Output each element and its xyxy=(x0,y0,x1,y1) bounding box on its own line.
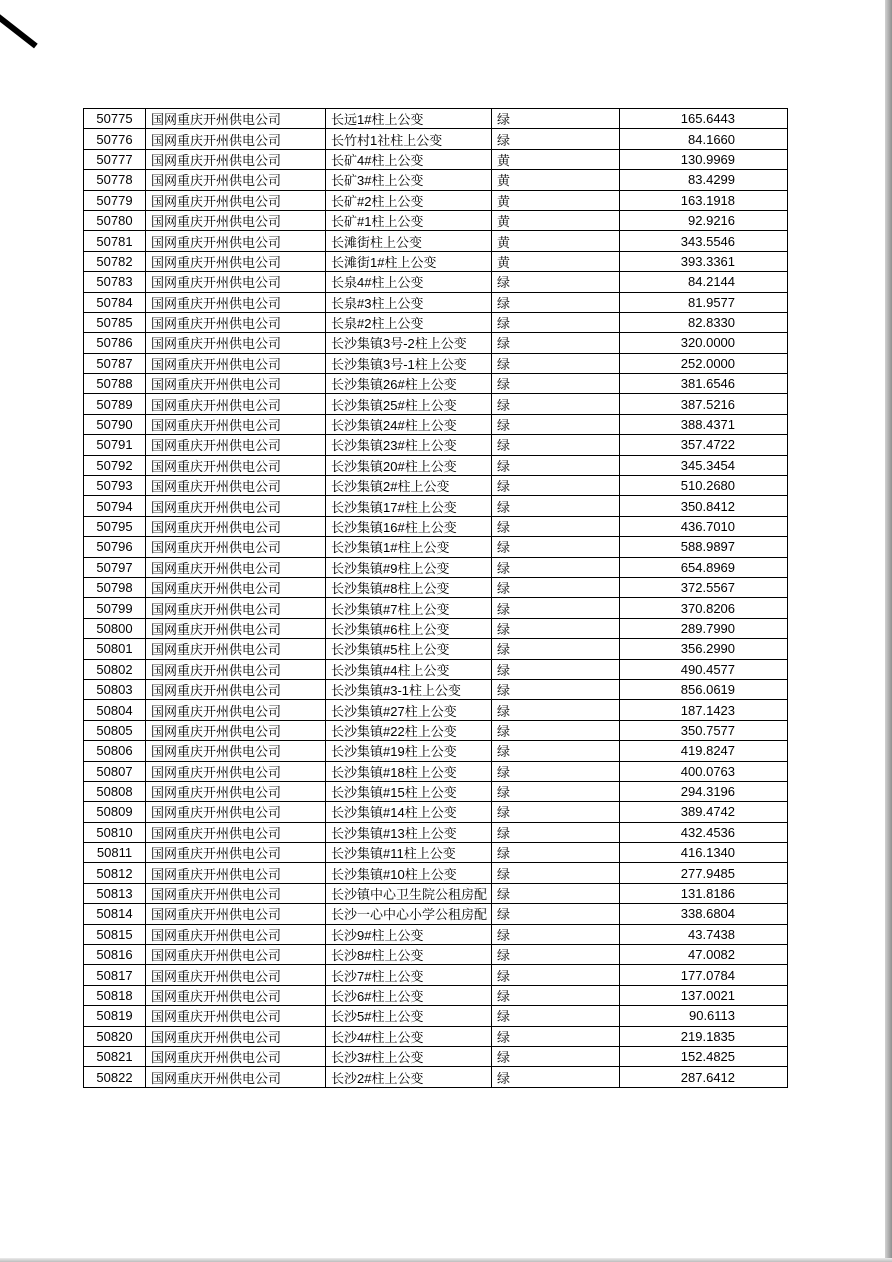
cell-name: 长沙集镇#18柱上公变 xyxy=(326,761,492,781)
cell-status: 绿 xyxy=(492,577,620,597)
table-row xyxy=(84,741,788,761)
cell-value: 350.7577 xyxy=(620,720,788,740)
table-row xyxy=(84,577,788,597)
cell-value: 432.4536 xyxy=(620,822,788,842)
cell-status: 黄 xyxy=(492,190,620,210)
cell-status: 绿 xyxy=(492,639,620,659)
cell-company: 国网重庆开州供电公司 xyxy=(146,170,326,190)
cell-status: 绿 xyxy=(492,292,620,312)
cell-company: 国网重庆开州供电公司 xyxy=(146,924,326,944)
cell-id: 50804 xyxy=(84,700,146,720)
cell-value: 82.8330 xyxy=(620,312,788,332)
cell-company: 国网重庆开州供电公司 xyxy=(146,761,326,781)
cell-value: 320.0000 xyxy=(620,333,788,353)
cell-id: 50799 xyxy=(84,598,146,618)
cell-value: 187.1423 xyxy=(620,700,788,720)
cell-value: 400.0763 xyxy=(620,761,788,781)
cell-id: 50779 xyxy=(84,190,146,210)
cell-status: 黄 xyxy=(492,231,620,251)
cell-id: 50786 xyxy=(84,333,146,353)
cell-company: 国网重庆开州供电公司 xyxy=(146,312,326,332)
table-row xyxy=(84,965,788,985)
cell-id: 50782 xyxy=(84,251,146,271)
cell-company: 国网重庆开州供电公司 xyxy=(146,414,326,434)
table-row xyxy=(84,231,788,251)
cell-name: 长沙4#柱上公变 xyxy=(326,1026,492,1046)
cell-name: 长沙集镇#10柱上公变 xyxy=(326,863,492,883)
cell-id: 50791 xyxy=(84,435,146,455)
table-row xyxy=(84,1067,788,1087)
cell-name: 长沙集镇#27柱上公变 xyxy=(326,700,492,720)
cell-name: 长沙集镇#9柱上公变 xyxy=(326,557,492,577)
cell-value: 90.6113 xyxy=(620,1006,788,1026)
cell-status: 黄 xyxy=(492,149,620,169)
cell-status: 绿 xyxy=(492,1006,620,1026)
table-row xyxy=(84,1046,788,1066)
cell-id: 50778 xyxy=(84,170,146,190)
cell-name: 长滩街柱上公变 xyxy=(326,231,492,251)
cell-company: 国网重庆开州供电公司 xyxy=(146,557,326,577)
cell-value: 252.0000 xyxy=(620,353,788,373)
cell-company: 国网重庆开州供电公司 xyxy=(146,639,326,659)
cell-company: 国网重庆开州供电公司 xyxy=(146,1006,326,1026)
cell-id: 50797 xyxy=(84,557,146,577)
cell-status: 绿 xyxy=(492,476,620,496)
cell-id: 50813 xyxy=(84,883,146,903)
table-row xyxy=(84,251,788,271)
cell-value: 345.3454 xyxy=(620,455,788,475)
cell-name: 长矿4#柱上公变 xyxy=(326,149,492,169)
cell-name: 长矿#2柱上公变 xyxy=(326,190,492,210)
cell-value: 137.0021 xyxy=(620,985,788,1005)
cell-id: 50796 xyxy=(84,537,146,557)
cell-name: 长沙6#柱上公变 xyxy=(326,985,492,1005)
cell-value: 372.5567 xyxy=(620,577,788,597)
cell-company: 国网重庆开州供电公司 xyxy=(146,251,326,271)
cell-id: 50789 xyxy=(84,394,146,414)
cell-value: 43.7438 xyxy=(620,924,788,944)
cell-status: 绿 xyxy=(492,904,620,924)
cell-name: 长沙集镇2#柱上公变 xyxy=(326,476,492,496)
cell-value: 393.3361 xyxy=(620,251,788,271)
cell-name: 长沙集镇25#柱上公变 xyxy=(326,394,492,414)
table-row xyxy=(84,985,788,1005)
cell-status: 绿 xyxy=(492,965,620,985)
cell-value: 510.2680 xyxy=(620,476,788,496)
cell-value: 389.4742 xyxy=(620,802,788,822)
cell-company: 国网重庆开州供电公司 xyxy=(146,720,326,740)
cell-name: 长沙集镇1#柱上公变 xyxy=(326,537,492,557)
table-row xyxy=(84,414,788,434)
cell-status: 黄 xyxy=(492,210,620,230)
cell-id: 50803 xyxy=(84,679,146,699)
cell-id: 50815 xyxy=(84,924,146,944)
cell-name: 长沙集镇#3-1柱上公变 xyxy=(326,679,492,699)
cell-name: 长沙3#柱上公变 xyxy=(326,1046,492,1066)
cell-id: 50794 xyxy=(84,496,146,516)
cell-value: 357.4722 xyxy=(620,435,788,455)
table-row xyxy=(84,720,788,740)
cell-name: 长沙集镇#4柱上公变 xyxy=(326,659,492,679)
cell-company: 国网重庆开州供电公司 xyxy=(146,394,326,414)
page-edge-shadow-right xyxy=(885,0,892,1262)
cell-name: 长矿#1柱上公变 xyxy=(326,210,492,230)
cell-status: 绿 xyxy=(492,1067,620,1087)
cell-name: 长矿3#柱上公变 xyxy=(326,170,492,190)
table-row xyxy=(84,435,788,455)
cell-id: 50801 xyxy=(84,639,146,659)
cell-value: 416.1340 xyxy=(620,843,788,863)
cell-name: 长沙集镇3号-2柱上公变 xyxy=(326,333,492,353)
table-row xyxy=(84,781,788,801)
cell-status: 绿 xyxy=(492,129,620,149)
cell-name: 长沙7#柱上公变 xyxy=(326,965,492,985)
cell-status: 绿 xyxy=(492,700,620,720)
cell-value: 350.8412 xyxy=(620,496,788,516)
table-row xyxy=(84,455,788,475)
cell-company: 国网重庆开州供电公司 xyxy=(146,1026,326,1046)
cell-name: 长沙集镇#22柱上公变 xyxy=(326,720,492,740)
table-row xyxy=(84,1026,788,1046)
table-row xyxy=(84,353,788,373)
table-row xyxy=(84,843,788,863)
cell-value: 92.9216 xyxy=(620,210,788,230)
cell-value: 370.8206 xyxy=(620,598,788,618)
table-row xyxy=(84,272,788,292)
table-row xyxy=(84,109,788,129)
cell-status: 绿 xyxy=(492,761,620,781)
cell-status: 绿 xyxy=(492,272,620,292)
table-row xyxy=(84,537,788,557)
cell-status: 绿 xyxy=(492,883,620,903)
cell-value: 338.6804 xyxy=(620,904,788,924)
cell-id: 50822 xyxy=(84,1067,146,1087)
cell-value: 419.8247 xyxy=(620,741,788,761)
data-table xyxy=(83,108,788,1088)
table-row xyxy=(84,659,788,679)
cell-status: 绿 xyxy=(492,353,620,373)
cell-id: 50802 xyxy=(84,659,146,679)
cell-value: 436.7010 xyxy=(620,516,788,536)
table-row xyxy=(84,210,788,230)
cell-value: 47.0082 xyxy=(620,945,788,965)
cell-id: 50811 xyxy=(84,843,146,863)
cell-status: 绿 xyxy=(492,985,620,1005)
table-row xyxy=(84,598,788,618)
cell-name: 长泉4#柱上公变 xyxy=(326,272,492,292)
cell-status: 绿 xyxy=(492,537,620,557)
cell-status: 绿 xyxy=(492,557,620,577)
table-row xyxy=(84,1006,788,1026)
cell-value: 490.4577 xyxy=(620,659,788,679)
table-row xyxy=(84,679,788,699)
cell-status: 绿 xyxy=(492,843,620,863)
cell-status: 绿 xyxy=(492,516,620,536)
cell-id: 50819 xyxy=(84,1006,146,1026)
table-row xyxy=(84,761,788,781)
cell-name: 长沙8#柱上公变 xyxy=(326,945,492,965)
cell-status: 绿 xyxy=(492,822,620,842)
cell-company: 国网重庆开州供电公司 xyxy=(146,149,326,169)
table-row xyxy=(84,394,788,414)
cell-value: 289.7990 xyxy=(620,618,788,638)
cell-value: 83.4299 xyxy=(620,170,788,190)
cell-company: 国网重庆开州供电公司 xyxy=(146,781,326,801)
cell-name: 长沙集镇20#柱上公变 xyxy=(326,455,492,475)
cell-id: 50805 xyxy=(84,720,146,740)
cell-id: 50787 xyxy=(84,353,146,373)
cell-status: 绿 xyxy=(492,333,620,353)
cell-value: 343.5546 xyxy=(620,231,788,251)
cell-value: 388.4371 xyxy=(620,414,788,434)
cell-id: 50783 xyxy=(84,272,146,292)
cell-name: 长竹村1社柱上公变 xyxy=(326,129,492,149)
table-row xyxy=(84,883,788,903)
cell-value: 130.9969 xyxy=(620,149,788,169)
cell-company: 国网重庆开州供电公司 xyxy=(146,1067,326,1087)
cell-company: 国网重庆开州供电公司 xyxy=(146,679,326,699)
cell-status: 黄 xyxy=(492,251,620,271)
cell-company: 国网重庆开州供电公司 xyxy=(146,455,326,475)
cell-value: 152.4825 xyxy=(620,1046,788,1066)
table-row xyxy=(84,924,788,944)
cell-name: 长沙集镇#7柱上公变 xyxy=(326,598,492,618)
cell-value: 588.9897 xyxy=(620,537,788,557)
cell-id: 50816 xyxy=(84,945,146,965)
table-row xyxy=(84,312,788,332)
cell-company: 国网重庆开州供电公司 xyxy=(146,496,326,516)
cell-name: 长沙集镇23#柱上公变 xyxy=(326,435,492,455)
cell-value: 381.6546 xyxy=(620,374,788,394)
cell-company: 国网重庆开州供电公司 xyxy=(146,659,326,679)
cell-name: 长沙集镇#19柱上公变 xyxy=(326,741,492,761)
cell-name: 长沙集镇#8柱上公变 xyxy=(326,577,492,597)
cell-id: 50795 xyxy=(84,516,146,536)
cell-company: 国网重庆开州供电公司 xyxy=(146,822,326,842)
cell-value: 277.9485 xyxy=(620,863,788,883)
table-row xyxy=(84,945,788,965)
cell-name: 长沙集镇16#柱上公变 xyxy=(326,516,492,536)
cell-company: 国网重庆开州供电公司 xyxy=(146,537,326,557)
cell-name: 长沙9#柱上公变 xyxy=(326,924,492,944)
cell-name: 长泉#3柱上公变 xyxy=(326,292,492,312)
table-row xyxy=(84,149,788,169)
cell-status: 黄 xyxy=(492,170,620,190)
cell-company: 国网重庆开州供电公司 xyxy=(146,700,326,720)
cell-status: 绿 xyxy=(492,863,620,883)
cell-id: 50781 xyxy=(84,231,146,251)
cell-value: 287.6412 xyxy=(620,1067,788,1087)
cell-id: 50788 xyxy=(84,374,146,394)
table-row xyxy=(84,476,788,496)
cell-value: 81.9577 xyxy=(620,292,788,312)
cell-name: 长沙镇中心卫生院公租房配 xyxy=(326,883,492,903)
cell-name: 长沙2#柱上公变 xyxy=(326,1067,492,1087)
cell-name: 长沙一心中心小学公租房配 xyxy=(326,904,492,924)
cell-company: 国网重庆开州供电公司 xyxy=(146,945,326,965)
cell-company: 国网重庆开州供电公司 xyxy=(146,435,326,455)
cell-company: 国网重庆开州供电公司 xyxy=(146,985,326,1005)
cell-status: 绿 xyxy=(492,109,620,129)
cell-name: 长沙集镇#15柱上公变 xyxy=(326,781,492,801)
cell-id: 50775 xyxy=(84,109,146,129)
cell-company: 国网重庆开州供电公司 xyxy=(146,598,326,618)
cell-status: 绿 xyxy=(492,1026,620,1046)
cell-id: 50821 xyxy=(84,1046,146,1066)
cell-status: 绿 xyxy=(492,598,620,618)
cell-status: 绿 xyxy=(492,924,620,944)
table-row xyxy=(84,374,788,394)
cell-id: 50800 xyxy=(84,618,146,638)
table-row xyxy=(84,496,788,516)
cell-id: 50784 xyxy=(84,292,146,312)
cell-id: 50810 xyxy=(84,822,146,842)
cell-name: 长沙集镇#13柱上公变 xyxy=(326,822,492,842)
cell-name: 长沙集镇#5柱上公变 xyxy=(326,639,492,659)
cell-id: 50808 xyxy=(84,781,146,801)
table-row xyxy=(84,639,788,659)
page-edge-shadow-bottom xyxy=(0,1258,892,1262)
cell-value: 219.1835 xyxy=(620,1026,788,1046)
cell-name: 长泉#2柱上公变 xyxy=(326,312,492,332)
cell-value: 654.8969 xyxy=(620,557,788,577)
cell-value: 856.0619 xyxy=(620,679,788,699)
cell-value: 177.0784 xyxy=(620,965,788,985)
cell-company: 国网重庆开州供电公司 xyxy=(146,843,326,863)
cell-value: 356.2990 xyxy=(620,639,788,659)
cell-company: 国网重庆开州供电公司 xyxy=(146,353,326,373)
cell-company: 国网重庆开州供电公司 xyxy=(146,965,326,985)
table-row xyxy=(84,557,788,577)
cell-company: 国网重庆开州供电公司 xyxy=(146,333,326,353)
table-row xyxy=(84,618,788,638)
table-row xyxy=(84,170,788,190)
table-row xyxy=(84,822,788,842)
cell-value: 84.2144 xyxy=(620,272,788,292)
cell-id: 50793 xyxy=(84,476,146,496)
table-row xyxy=(84,904,788,924)
cell-id: 50790 xyxy=(84,414,146,434)
cell-company: 国网重庆开州供电公司 xyxy=(146,741,326,761)
table-row xyxy=(84,292,788,312)
cell-status: 绿 xyxy=(492,312,620,332)
cell-company: 国网重庆开州供电公司 xyxy=(146,272,326,292)
cell-status: 绿 xyxy=(492,618,620,638)
table-row xyxy=(84,863,788,883)
cell-id: 50812 xyxy=(84,863,146,883)
cell-id: 50785 xyxy=(84,312,146,332)
page-corner-mark xyxy=(0,8,38,48)
cell-company: 国网重庆开州供电公司 xyxy=(146,210,326,230)
cell-company: 国网重庆开州供电公司 xyxy=(146,516,326,536)
cell-value: 163.1918 xyxy=(620,190,788,210)
cell-company: 国网重庆开州供电公司 xyxy=(146,292,326,312)
cell-id: 50792 xyxy=(84,455,146,475)
table-row xyxy=(84,129,788,149)
cell-id: 50777 xyxy=(84,149,146,169)
cell-status: 绿 xyxy=(492,741,620,761)
cell-name: 长滩街1#柱上公变 xyxy=(326,251,492,271)
cell-id: 50814 xyxy=(84,904,146,924)
cell-status: 绿 xyxy=(492,435,620,455)
cell-id: 50776 xyxy=(84,129,146,149)
cell-id: 50817 xyxy=(84,965,146,985)
cell-company: 国网重庆开州供电公司 xyxy=(146,618,326,638)
cell-id: 50820 xyxy=(84,1026,146,1046)
table-body xyxy=(84,109,788,1088)
cell-value: 294.3196 xyxy=(620,781,788,801)
cell-company: 国网重庆开州供电公司 xyxy=(146,904,326,924)
cell-status: 绿 xyxy=(492,374,620,394)
cell-status: 绿 xyxy=(492,394,620,414)
cell-name: 长远1#柱上公变 xyxy=(326,109,492,129)
table-row xyxy=(84,333,788,353)
table-row xyxy=(84,190,788,210)
cell-status: 绿 xyxy=(492,781,620,801)
cell-status: 绿 xyxy=(492,1046,620,1066)
cell-id: 50780 xyxy=(84,210,146,230)
cell-id: 50818 xyxy=(84,985,146,1005)
cell-value: 165.6443 xyxy=(620,109,788,129)
cell-status: 绿 xyxy=(492,496,620,516)
table-row xyxy=(84,516,788,536)
cell-id: 50807 xyxy=(84,761,146,781)
cell-company: 国网重庆开州供电公司 xyxy=(146,476,326,496)
cell-name: 长沙集镇24#柱上公变 xyxy=(326,414,492,434)
cell-status: 绿 xyxy=(492,720,620,740)
table-row xyxy=(84,802,788,822)
cell-status: 绿 xyxy=(492,679,620,699)
cell-status: 绿 xyxy=(492,945,620,965)
cell-company: 国网重庆开州供电公司 xyxy=(146,231,326,251)
cell-company: 国网重庆开州供电公司 xyxy=(146,109,326,129)
cell-company: 国网重庆开州供电公司 xyxy=(146,863,326,883)
cell-company: 国网重庆开州供电公司 xyxy=(146,577,326,597)
cell-name: 长沙集镇3号-1柱上公变 xyxy=(326,353,492,373)
cell-name: 长沙集镇#11柱上公变 xyxy=(326,843,492,863)
cell-status: 绿 xyxy=(492,414,620,434)
cell-id: 50809 xyxy=(84,802,146,822)
table-row xyxy=(84,700,788,720)
cell-company: 国网重庆开州供电公司 xyxy=(146,190,326,210)
cell-company: 国网重庆开州供电公司 xyxy=(146,129,326,149)
cell-status: 绿 xyxy=(492,802,620,822)
cell-value: 131.8186 xyxy=(620,883,788,903)
cell-name: 长沙集镇26#柱上公变 xyxy=(326,374,492,394)
data-table-container xyxy=(83,108,788,1088)
cell-value: 387.5216 xyxy=(620,394,788,414)
cell-company: 国网重庆开州供电公司 xyxy=(146,883,326,903)
cell-company: 国网重庆开州供电公司 xyxy=(146,374,326,394)
cell-status: 绿 xyxy=(492,659,620,679)
cell-company: 国网重庆开州供电公司 xyxy=(146,1046,326,1066)
cell-status: 绿 xyxy=(492,455,620,475)
cell-name: 长沙集镇17#柱上公变 xyxy=(326,496,492,516)
cell-id: 50806 xyxy=(84,741,146,761)
cell-company: 国网重庆开州供电公司 xyxy=(146,802,326,822)
cell-name: 长沙集镇#6柱上公变 xyxy=(326,618,492,638)
cell-name: 长沙集镇#14柱上公变 xyxy=(326,802,492,822)
cell-name: 长沙5#柱上公变 xyxy=(326,1006,492,1026)
cell-id: 50798 xyxy=(84,577,146,597)
cell-value: 84.1660 xyxy=(620,129,788,149)
